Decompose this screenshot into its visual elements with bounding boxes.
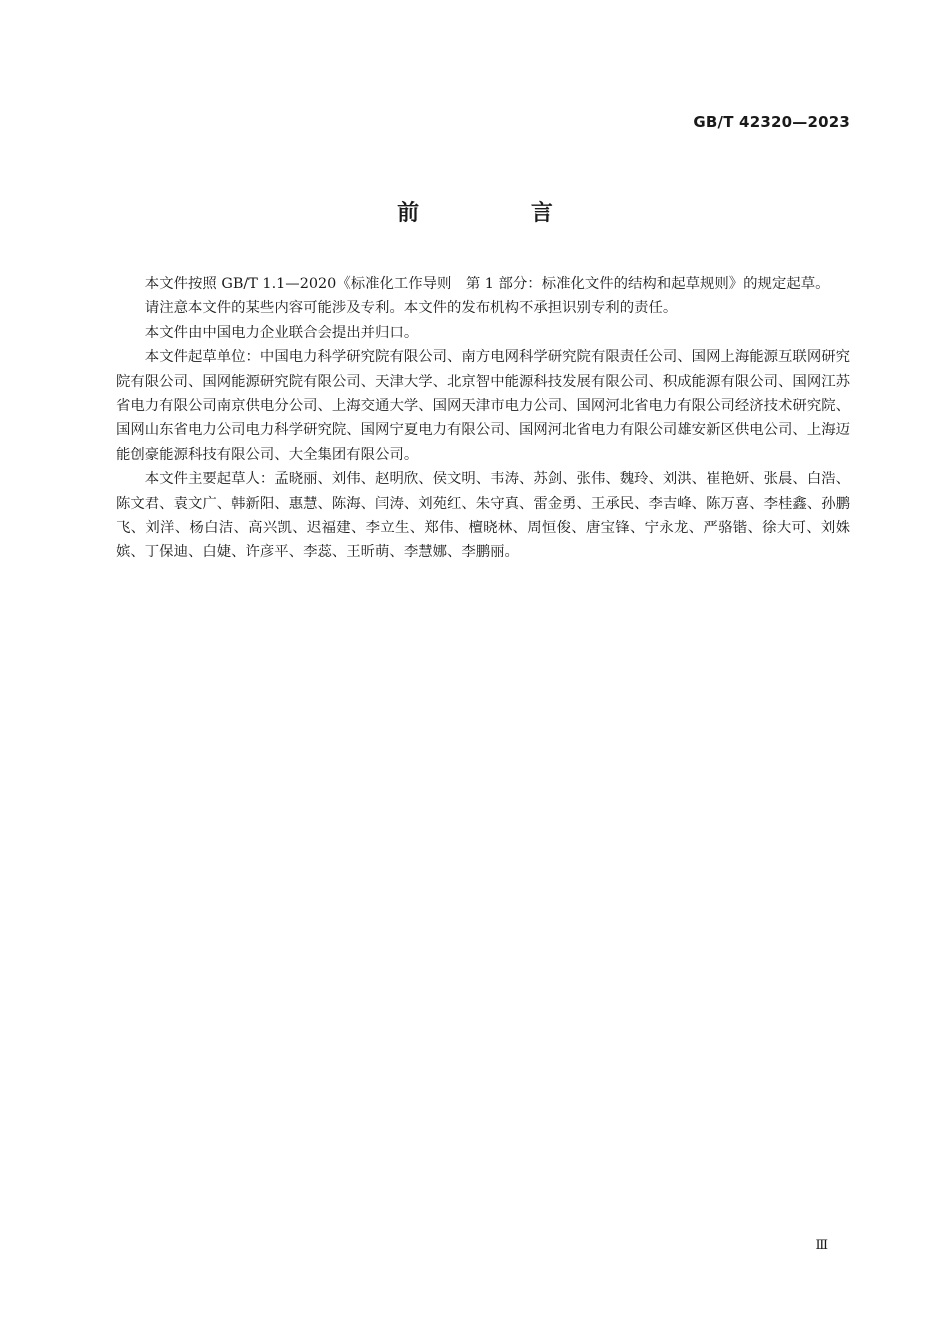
page-number: Ⅲ — [815, 1238, 828, 1253]
paragraph-drafters: 本文件主要起草人：孟晓丽、刘伟、赵明欣、侯文明、韦涛、苏剑、张伟、魏玲、刘洪、崔艳妍、张晨、白浩、陈文君、袁文广、韩新阳、惠慧、陈海、闫涛、刘苑红、朱守真、雷金勇、王承民、李吉峰、陈万喜、李桂鑫、孙鹏飞、刘洋、杨白洁、高兴凯、迟福建、李立生、郑伟、檀晓林、周恒俊、唐宝锋、宁永龙、严骆锴、徐大可、刘姝嫔、丁保迪、白婕、许彦平、李蕊、王昕萌、李慧娜、李鹏丽。 — [116, 471, 850, 561]
standard-code-header: GB/T 42320—2023 — [693, 113, 850, 131]
paragraph-drafting-rules: 本文件按照 GB/T 1.1—2020《标准化工作导则 第 1 部分：标准化文件的结构和起草规则》的规定起草。 — [144, 276, 830, 292]
paragraph-patent-notice: 请注意本文件的某些内容可能涉及专利。本文件的发布机构不承担识别专利的责任。 — [144, 300, 678, 317]
page-title: 前 言 — [397, 201, 605, 226]
paragraph-proposer: 本文件由中国电力企业联合会提出并归口。 — [144, 324, 419, 341]
paragraph-drafting-units: 本文件起草单位：中国电力科学研究院有限公司、南方电网科学研究院有限责任公司、国网上海能源互联网研究院有限公司、国网能源研究院有限公司、天津大学、北京智中能源科技发展有限公司、积成能源有限公司、国网江苏省电力有限公司南京供电分公司、上海交通大学、国网天津市电力公司、国网河北省电力有限公司经济技术研究院、国网山东省电力公司电力科学研究院、国网宁夏电力有限公司、国网河北省电力有限公司雄安新区供电公司、上海迈能创豪能源科技有限公司、大全集团有限公司。 — [116, 349, 850, 463]
foreword-body — [116, 272, 850, 565]
